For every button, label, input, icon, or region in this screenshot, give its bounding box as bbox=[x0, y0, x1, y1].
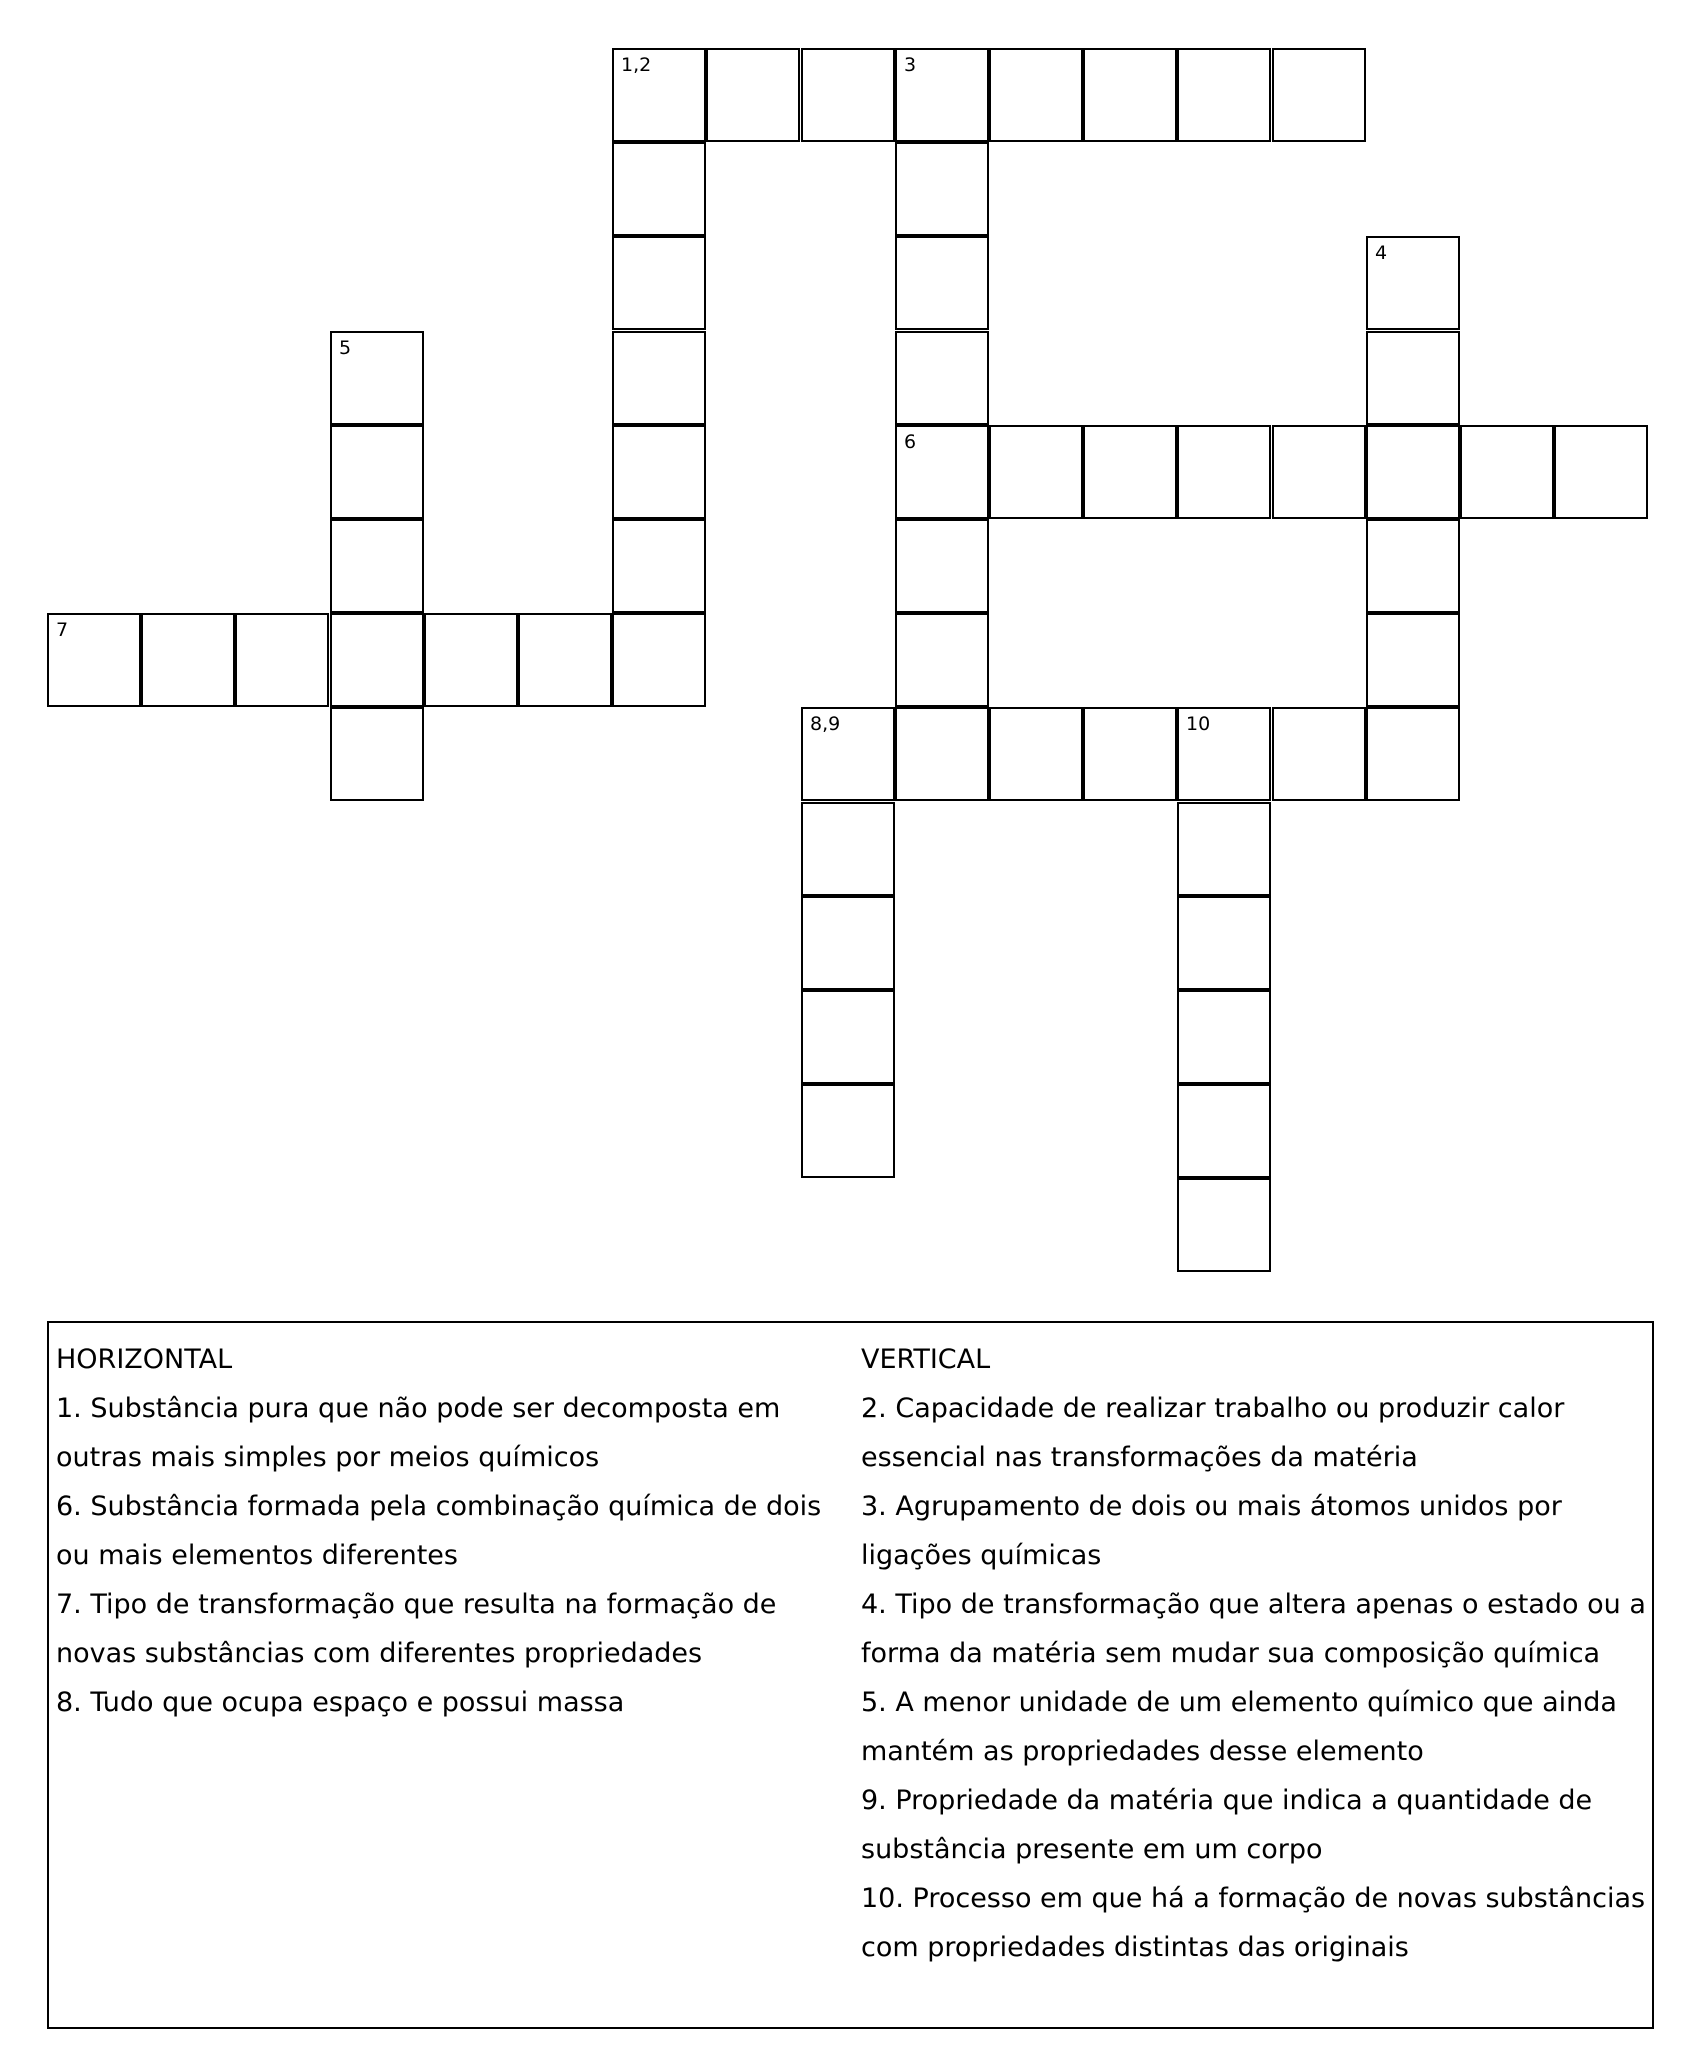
crossword-cell[interactable] bbox=[1272, 425, 1366, 519]
crossword-cell[interactable] bbox=[1083, 48, 1177, 142]
crossword-cell[interactable] bbox=[1177, 1178, 1271, 1272]
crossword-cell[interactable] bbox=[1366, 519, 1460, 613]
crossword-cell[interactable] bbox=[801, 48, 895, 142]
vertical-clue-4: 4. Tipo de transformação que altera apenas o estado ou a forma da matéria sem mudar sua composição química bbox=[861, 1589, 1646, 1669]
clue-number: 6 bbox=[904, 431, 917, 453]
crossword-cell[interactable] bbox=[1177, 48, 1271, 142]
vertical-clue-3: 3. Agrupamento de dois ou mais átomos unidos por ligações químicas bbox=[861, 1491, 1562, 1571]
crossword-cell[interactable] bbox=[801, 802, 895, 896]
clue-number: 4 bbox=[1375, 242, 1388, 264]
crossword-cell[interactable] bbox=[1460, 425, 1554, 519]
crossword-cell[interactable] bbox=[612, 142, 706, 236]
clue-number: 10 bbox=[1186, 713, 1211, 735]
crossword-cell[interactable] bbox=[1083, 707, 1177, 801]
clue-number: 1,2 bbox=[621, 54, 652, 76]
crossword-cell[interactable] bbox=[895, 142, 989, 236]
crossword-cell[interactable] bbox=[895, 707, 989, 801]
crossword-cell[interactable] bbox=[612, 331, 706, 425]
vertical-clue-5: 5. A menor unidade de um elemento químico que ainda mantém as propriedades desse elemento bbox=[861, 1687, 1617, 1767]
crossword-cell[interactable] bbox=[801, 707, 895, 801]
crossword-cell[interactable] bbox=[141, 613, 235, 707]
crossword-cell[interactable] bbox=[1177, 707, 1271, 801]
crossword-cell[interactable] bbox=[989, 425, 1083, 519]
crossword-cell[interactable] bbox=[895, 331, 989, 425]
crossword-cell[interactable] bbox=[330, 613, 424, 707]
crossword-cell[interactable] bbox=[330, 519, 424, 613]
horizontal-clues bbox=[56, 1335, 846, 1727]
horizontal-clue-7: 7. Tipo de transformação que resulta na formação de novas substâncias com diferentes propriedades bbox=[56, 1589, 777, 1669]
crossword-cell[interactable] bbox=[989, 48, 1083, 142]
crossword-cell[interactable] bbox=[1177, 425, 1271, 519]
crossword-cell[interactable] bbox=[895, 48, 989, 142]
horizontal-clue-1: 1. Substância pura que não pode ser decomposta em outras mais simples por meios químicos bbox=[56, 1393, 781, 1473]
crossword-cell[interactable] bbox=[895, 519, 989, 613]
vertical-clues bbox=[861, 1335, 1651, 1972]
crossword-cell[interactable] bbox=[330, 331, 424, 425]
crossword-cell[interactable] bbox=[1177, 1084, 1271, 1178]
crossword-cell[interactable] bbox=[612, 425, 706, 519]
crossword-cell[interactable] bbox=[895, 236, 989, 330]
crossword-cell[interactable] bbox=[612, 48, 706, 142]
crossword-cell[interactable] bbox=[612, 519, 706, 613]
crossword-cell[interactable] bbox=[706, 48, 800, 142]
crossword-cell[interactable] bbox=[612, 236, 706, 330]
crossword-cell[interactable] bbox=[518, 613, 612, 707]
crossword-cell[interactable] bbox=[801, 990, 895, 1084]
crossword-cell[interactable] bbox=[1177, 896, 1271, 990]
crossword-cell[interactable] bbox=[1366, 707, 1460, 801]
clues-box bbox=[47, 1321, 1654, 2029]
crossword-cell[interactable] bbox=[1177, 802, 1271, 896]
clue-number: 8,9 bbox=[810, 713, 841, 735]
crossword-cell[interactable] bbox=[895, 425, 989, 519]
crossword-cell[interactable] bbox=[47, 613, 141, 707]
crossword-cell[interactable] bbox=[801, 896, 895, 990]
crossword-cell[interactable] bbox=[1272, 48, 1366, 142]
horizontal-clue-8: 8. Tudo que ocupa espaço e possui massa bbox=[56, 1687, 625, 1718]
vertical-clue-2: 2. Capacidade de realizar trabalho ou produzir calor essencial nas transformações da matéria bbox=[861, 1393, 1565, 1473]
horizontal-clue-6: 6. Substância formada pela combinação química de dois ou mais elementos diferentes bbox=[56, 1491, 822, 1571]
vertical-clue-10: 10. Processo em que há a formação de novas substâncias com propriedades distintas das originais bbox=[861, 1883, 1646, 1963]
crossword-cell[interactable] bbox=[424, 613, 518, 707]
crossword-cell[interactable] bbox=[801, 1084, 895, 1178]
crossword-cell[interactable] bbox=[1272, 707, 1366, 801]
crossword-cell[interactable] bbox=[1366, 331, 1460, 425]
vertical-heading: VERTICAL bbox=[861, 1344, 991, 1375]
crossword-cell[interactable] bbox=[235, 613, 329, 707]
crossword-cell[interactable] bbox=[330, 707, 424, 801]
crossword-cell[interactable] bbox=[989, 707, 1083, 801]
crossword-cell[interactable] bbox=[330, 425, 424, 519]
crossword-cell[interactable] bbox=[895, 613, 989, 707]
clue-number: 7 bbox=[56, 619, 69, 641]
clue-number: 5 bbox=[339, 337, 352, 359]
crossword-cell[interactable] bbox=[1366, 425, 1460, 519]
crossword-cell[interactable] bbox=[612, 613, 706, 707]
horizontal-heading: HORIZONTAL bbox=[56, 1344, 233, 1375]
crossword-cell[interactable] bbox=[1177, 990, 1271, 1084]
crossword-cell[interactable] bbox=[1366, 236, 1460, 330]
crossword-cell[interactable] bbox=[1554, 425, 1648, 519]
vertical-clue-9: 9. Propriedade da matéria que indica a quantidade de substância presente em um corpo bbox=[861, 1785, 1593, 1865]
clue-number: 3 bbox=[904, 54, 917, 76]
crossword-cell[interactable] bbox=[1366, 613, 1460, 707]
crossword-cell[interactable] bbox=[1083, 425, 1177, 519]
